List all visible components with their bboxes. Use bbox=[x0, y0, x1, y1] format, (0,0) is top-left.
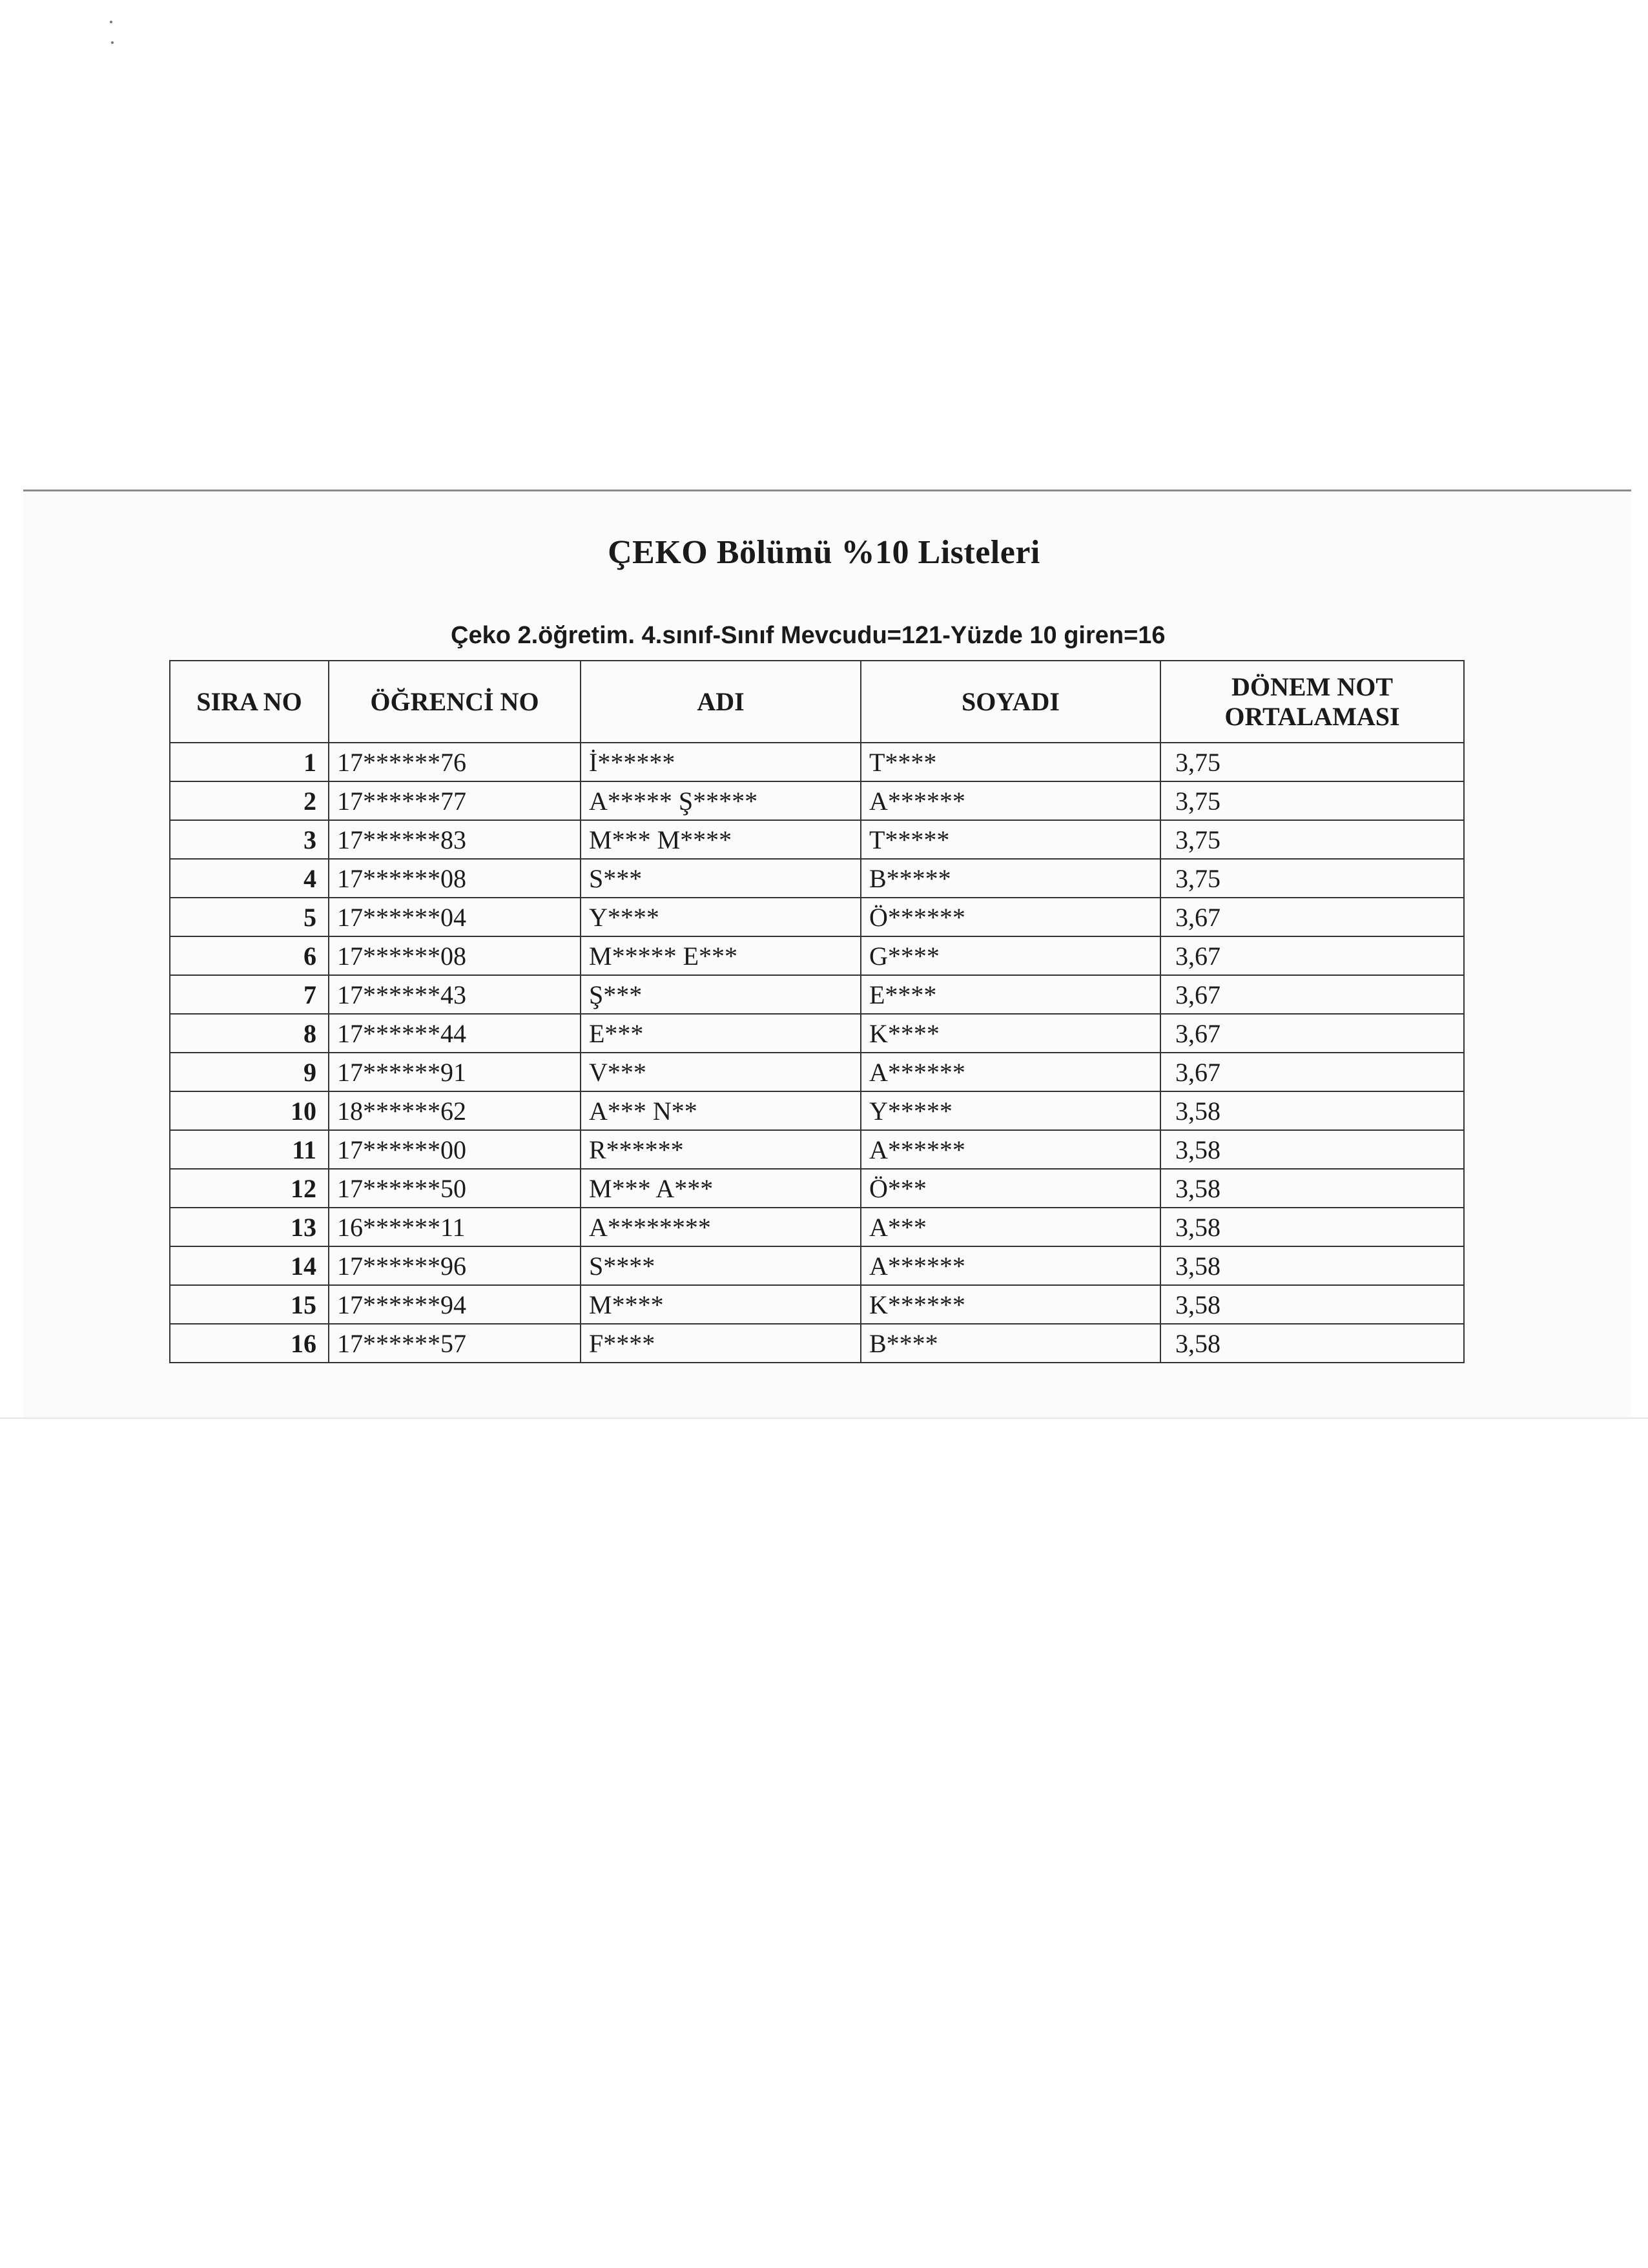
table-row bbox=[170, 936, 1464, 975]
cell-adi: Y**** bbox=[581, 898, 861, 936]
cell-adi: İ****** bbox=[581, 743, 861, 781]
cell-ortalama: 3,58 bbox=[1160, 1208, 1464, 1246]
cell-soyadi: Ö****** bbox=[861, 898, 1160, 936]
table-row bbox=[170, 743, 1464, 781]
cell-adi: F**** bbox=[581, 1324, 861, 1363]
header-adi: ADI bbox=[581, 661, 861, 743]
cell-sira: 14 bbox=[170, 1246, 329, 1285]
cell-soyadi: T**** bbox=[861, 743, 1160, 781]
cell-soyadi: A****** bbox=[861, 781, 1160, 820]
cell-ogrenci-no: 17******57 bbox=[329, 1324, 581, 1363]
cell-sira: 4 bbox=[170, 859, 329, 898]
table-row bbox=[170, 898, 1464, 936]
cell-sira: 6 bbox=[170, 936, 329, 975]
scan-speck bbox=[110, 21, 112, 23]
cell-sira: 1 bbox=[170, 743, 329, 781]
cell-ogrenci-no: 17******83 bbox=[329, 820, 581, 859]
cell-soyadi: E**** bbox=[861, 975, 1160, 1014]
cell-ogrenci-no: 17******08 bbox=[329, 936, 581, 975]
cell-soyadi: Y***** bbox=[861, 1091, 1160, 1130]
cell-ortalama: 3,58 bbox=[1160, 1130, 1464, 1169]
table-row bbox=[170, 975, 1464, 1014]
cell-ogrenci-no: 17******43 bbox=[329, 975, 581, 1014]
cell-ogrenci-no: 17******76 bbox=[329, 743, 581, 781]
cell-ortalama: 3,58 bbox=[1160, 1285, 1464, 1324]
cell-ortalama: 3,75 bbox=[1160, 781, 1464, 820]
cell-soyadi: A****** bbox=[861, 1053, 1160, 1091]
cell-sira: 7 bbox=[170, 975, 329, 1014]
table-row bbox=[170, 1130, 1464, 1169]
cell-ogrenci-no: 17******96 bbox=[329, 1246, 581, 1285]
cell-ogrenci-no: 16******11 bbox=[329, 1208, 581, 1246]
table-row bbox=[170, 1053, 1464, 1091]
cell-ogrenci-no: 17******00 bbox=[329, 1130, 581, 1169]
header-donem-not-ortalamasi: DÖNEM NOT ORTALAMASI bbox=[1160, 661, 1464, 743]
table-row bbox=[170, 1014, 1464, 1053]
cell-ortalama: 3,67 bbox=[1160, 898, 1464, 936]
table-header bbox=[170, 661, 1464, 743]
table-row bbox=[170, 1324, 1464, 1363]
cell-adi: V*** bbox=[581, 1053, 861, 1091]
table-body bbox=[170, 743, 1464, 1363]
cell-sira: 2 bbox=[170, 781, 329, 820]
cell-adi: Ş*** bbox=[581, 975, 861, 1014]
cell-adi: R****** bbox=[581, 1130, 861, 1169]
cell-sira: 15 bbox=[170, 1285, 329, 1324]
cell-ortalama: 3,58 bbox=[1160, 1324, 1464, 1363]
cell-sira: 10 bbox=[170, 1091, 329, 1130]
page-lower-area bbox=[0, 1418, 1648, 2268]
cell-ortalama: 3,67 bbox=[1160, 936, 1464, 975]
cell-adi: M***** E*** bbox=[581, 936, 861, 975]
cell-ortalama: 3,67 bbox=[1160, 975, 1464, 1014]
cell-ogrenci-no: 18******62 bbox=[329, 1091, 581, 1130]
cell-soyadi: A****** bbox=[861, 1130, 1160, 1169]
header-sira-no: SIRA NO bbox=[170, 661, 329, 743]
cell-ogrenci-no: 17******91 bbox=[329, 1053, 581, 1091]
table-row bbox=[170, 1091, 1464, 1130]
cell-ogrenci-no: 17******04 bbox=[329, 898, 581, 936]
cell-ogrenci-no: 17******50 bbox=[329, 1169, 581, 1208]
table-row bbox=[170, 1285, 1464, 1324]
cell-ortalama: 3,75 bbox=[1160, 820, 1464, 859]
cell-soyadi: A****** bbox=[861, 1246, 1160, 1285]
student-list-table bbox=[169, 660, 1465, 1363]
cell-adi: E*** bbox=[581, 1014, 861, 1053]
cell-ortalama: 3,75 bbox=[1160, 743, 1464, 781]
scan-speck bbox=[111, 41, 114, 44]
cell-adi: M*** A*** bbox=[581, 1169, 861, 1208]
cell-sira: 9 bbox=[170, 1053, 329, 1091]
cell-ortalama: 3,67 bbox=[1160, 1014, 1464, 1053]
cell-soyadi: T***** bbox=[861, 820, 1160, 859]
cell-ortalama: 3,58 bbox=[1160, 1246, 1464, 1285]
cell-ogrenci-no: 17******44 bbox=[329, 1014, 581, 1053]
table-row bbox=[170, 1246, 1464, 1285]
cell-ogrenci-no: 17******08 bbox=[329, 859, 581, 898]
header-ogrenci-no: ÖĞRENCİ NO bbox=[329, 661, 581, 743]
cell-soyadi: Ö*** bbox=[861, 1169, 1160, 1208]
cell-sira: 8 bbox=[170, 1014, 329, 1053]
cell-soyadi: K**** bbox=[861, 1014, 1160, 1053]
cell-sira: 16 bbox=[170, 1324, 329, 1363]
cell-soyadi: K****** bbox=[861, 1285, 1160, 1324]
cell-soyadi: G**** bbox=[861, 936, 1160, 975]
cell-ogrenci-no: 17******77 bbox=[329, 781, 581, 820]
cell-sira: 13 bbox=[170, 1208, 329, 1246]
table-row bbox=[170, 1208, 1464, 1246]
cell-ortalama: 3,75 bbox=[1160, 859, 1464, 898]
table-row bbox=[170, 781, 1464, 820]
cell-adi: S*** bbox=[581, 859, 861, 898]
cell-soyadi: B***** bbox=[861, 859, 1160, 898]
cell-ortalama: 3,67 bbox=[1160, 1053, 1464, 1091]
cell-soyadi: A*** bbox=[861, 1208, 1160, 1246]
cell-adi: A*** N** bbox=[581, 1091, 861, 1130]
cell-adi: A******** bbox=[581, 1208, 861, 1246]
cell-ogrenci-no: 17******94 bbox=[329, 1285, 581, 1324]
cell-ortalama: 3,58 bbox=[1160, 1091, 1464, 1130]
cell-ortalama: 3,58 bbox=[1160, 1169, 1464, 1208]
document-title: ÇEKO Bölümü %10 Listeleri bbox=[608, 534, 1040, 571]
header-soyadi: SOYADI bbox=[861, 661, 1160, 743]
cell-soyadi: B**** bbox=[861, 1324, 1160, 1363]
cell-adi: M*** M**** bbox=[581, 820, 861, 859]
cell-adi: S**** bbox=[581, 1246, 861, 1285]
cell-sira: 12 bbox=[170, 1169, 329, 1208]
cell-sira: 3 bbox=[170, 820, 329, 859]
table-row bbox=[170, 1169, 1464, 1208]
table-row bbox=[170, 859, 1464, 898]
cell-adi: M**** bbox=[581, 1285, 861, 1324]
cell-adi: A***** Ş***** bbox=[581, 781, 861, 820]
table-row bbox=[170, 820, 1464, 859]
cell-sira: 11 bbox=[170, 1130, 329, 1169]
header-row bbox=[170, 661, 1464, 743]
cell-sira: 5 bbox=[170, 898, 329, 936]
document-subtitle: Çeko 2.öğretim. 4.sınıf-Sınıf Mevcudu=121-Yüzde 10 giren=16 bbox=[451, 622, 1166, 649]
